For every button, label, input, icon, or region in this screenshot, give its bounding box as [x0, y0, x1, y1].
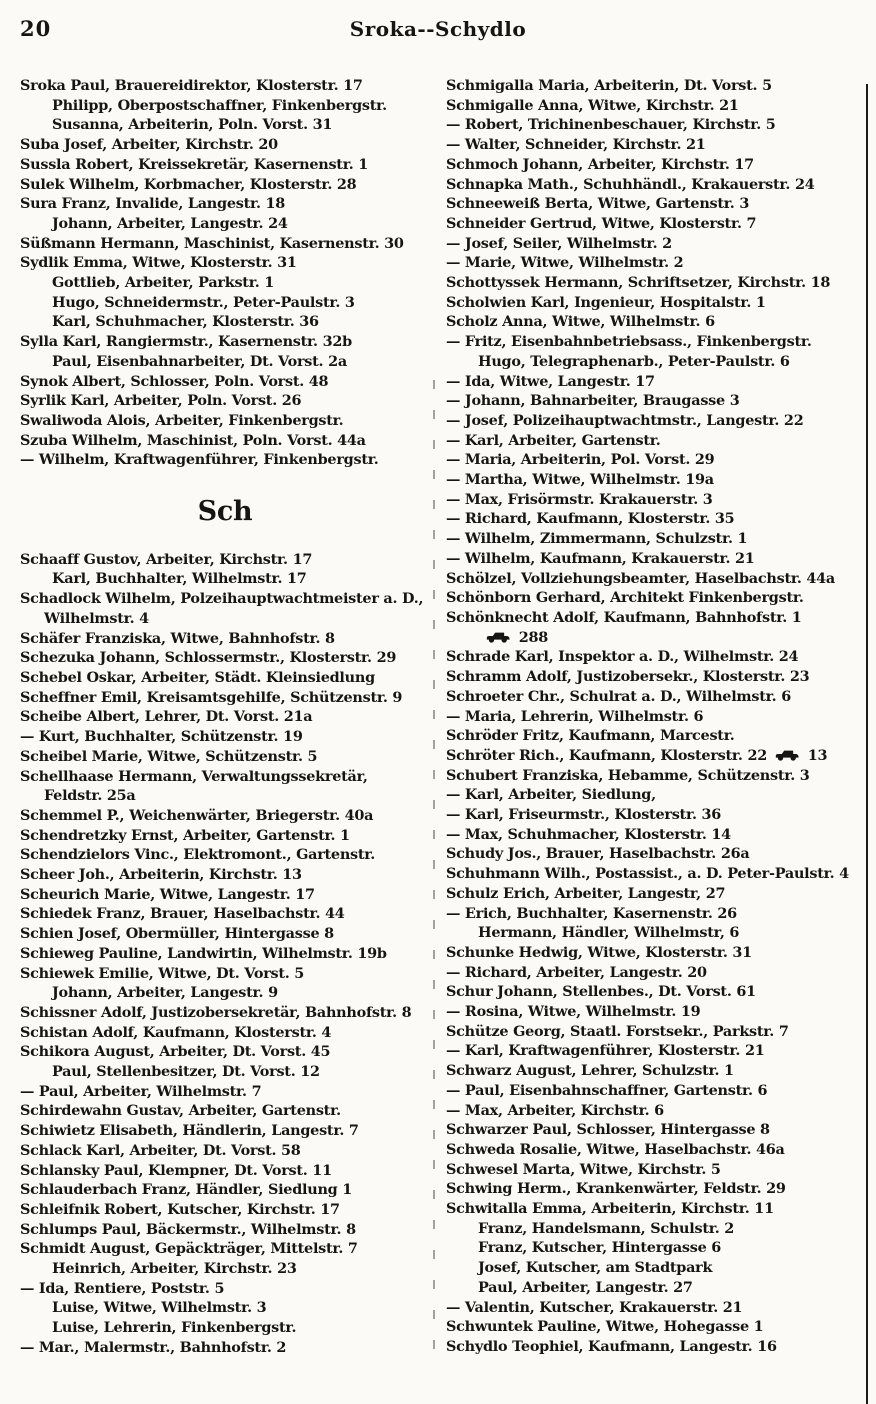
directory-entry — [446, 628, 856, 648]
entry-text: — Valentin, Kutscher, Krakauerstr. 21 — [446, 1298, 743, 1316]
entry-text: Schadlock Wilhelm, Polzeihauptwachtmeister a. D., Wilhelmstr. 4 — [20, 590, 424, 627]
directory-entry — [20, 273, 430, 293]
entry-text: Schnapka Math., Schuhhändl., Krakauerstr. 24 — [446, 175, 815, 193]
directory-entry — [446, 1002, 856, 1022]
directory-entry — [446, 864, 856, 884]
directory-entry — [20, 1023, 430, 1043]
directory-entry — [20, 1200, 430, 1220]
entry-text: Schebel Oskar, Arbeiter, Städt. Kleinsiedlung — [20, 668, 375, 686]
directory-entry — [446, 588, 856, 608]
entry-text: Johann, Arbeiter, Langestr. 9 — [52, 984, 278, 1002]
directory-entry — [20, 1259, 430, 1279]
entry-text: Schieweg Pauline, Landwirtin, Wilhelmstr. 19b — [20, 944, 387, 962]
entry-text: — Josef, Seiler, Wilhelmstr. 2 — [446, 234, 672, 252]
entry-text: Schien Josef, Obermüller, Hintergasse 8 — [20, 925, 334, 943]
entry-text: — Max, Schuhmacher, Klosterstr. 14 — [446, 825, 731, 843]
entry-text: Schezuka Johann, Schlossermstr., Klosterstr. 29 — [20, 649, 397, 667]
directory-entry — [20, 1161, 430, 1181]
entry-text: Heinrich, Arbeiter, Kirchstr. 23 — [52, 1260, 297, 1278]
directory-entry — [446, 1061, 856, 1081]
directory-entry — [446, 234, 856, 254]
directory-entry — [20, 707, 430, 727]
section-heading: Sch — [197, 496, 253, 528]
entry-text: Scholwien Karl, Ingenieur, Hospitalstr. 1 — [446, 293, 766, 311]
directory-entry — [20, 1121, 430, 1141]
directory-entry — [20, 826, 430, 846]
entry-text: — Karl, Arbeiter, Gartenstr. — [446, 431, 661, 449]
entry-text: — Walter, Schneider, Kirchstr. 21 — [446, 136, 706, 154]
directory-entry — [446, 549, 856, 569]
directory-entry — [446, 450, 856, 470]
entry-text: Schwing Herm., Krankenwärter, Feldstr. 29 — [446, 1180, 786, 1198]
entry-text: Schur Johann, Stellenbes., Dt. Vorst. 61 — [446, 983, 756, 1001]
directory-entry — [20, 1180, 430, 1200]
entry-text: Schellhaase Hermann, Verwaltungssekretär, Feldstr. 25a — [20, 767, 368, 805]
entry-text: Johann, Arbeiter, Langestr. 24 — [52, 214, 288, 232]
directory-entry — [20, 1338, 430, 1358]
directory-entry — [20, 1003, 430, 1023]
car-icon — [484, 631, 511, 643]
entry-text: Schwarzer Paul, Schlosser, Hintergasse 8 — [446, 1121, 770, 1139]
entry-text: Schneider Gertrud, Witwe, Klosterstr. 7 — [446, 214, 757, 232]
entry-text: Hermann, Händler, Wilhelmstr, 6 — [478, 924, 740, 942]
entry-text: Karl, Buchhalter, Wilhelmstr. 17 — [52, 570, 307, 588]
entry-text: — Johann, Bahnarbeiter, Braugasse 3 — [446, 392, 740, 410]
directory-entry — [446, 293, 856, 313]
directory-entry — [20, 175, 430, 195]
directory-entry — [446, 1258, 856, 1278]
left-column — [20, 76, 430, 1358]
entry-text: Susanna, Arbeiterin, Poln. Vorst. 31 — [52, 116, 333, 134]
entry-text: Schendzielors Vinc., Elektromont., Gartenstr. — [20, 846, 376, 864]
entry-text: Schlauderbach Franz, Händler, Siedlung 1 — [20, 1181, 352, 1199]
entry-text: Schottyssek Hermann, Schriftsetzer, Kirchstr. 18 — [446, 274, 831, 292]
entry-text: Scheer Joh., Arbeiterin, Kirchstr. 13 — [20, 866, 302, 884]
directory-entry — [446, 155, 856, 175]
directory-entry — [446, 904, 856, 924]
directory-entry — [446, 411, 856, 431]
entry-text: Schiedek Franz, Brauer, Haselbachstr. 44 — [20, 905, 345, 923]
directory-entry — [20, 135, 430, 155]
directory-entry — [446, 214, 856, 234]
entry-text: — Erich, Buchhalter, Kasernenstr. 26 — [446, 904, 737, 922]
directory-entry — [20, 214, 430, 234]
entry-text: Sura Franz, Invalide, Langestr. 18 — [20, 195, 286, 213]
entry-text: Schiwietz Elisabeth, Händlerin, Langestr. 7 — [20, 1122, 359, 1140]
entry-text: Schemmel P., Weichenwärter, Briegerstr. 40a — [20, 806, 374, 824]
directory-entry — [446, 1140, 856, 1160]
directory-entry — [20, 904, 430, 924]
entry-text: Schuhmann Wilh., Postassist., a. D. Peter-Paulstr. 4 — [446, 865, 849, 883]
entry-text: Schröder Fritz, Kaufmann, Marcestr. — [446, 727, 735, 745]
entry-text: Schölzel, Vollziehungsbeamter, Haselbachstr. 44a — [446, 569, 835, 587]
entry-text: Karl, Schuhmacher, Klosterstr. 36 — [52, 313, 319, 331]
entry-text: — Richard, Arbeiter, Langestr. 20 — [446, 963, 707, 981]
directory-entry — [20, 885, 430, 905]
directory-entry — [20, 332, 430, 352]
entry-text: Sulek Wilhelm, Korbmacher, Klosterstr. 28 — [20, 175, 357, 193]
entry-text: Gottlieb, Arbeiter, Parkstr. 1 — [52, 274, 274, 292]
entry-text: — Josef, Polizeihauptwachtmstr., Langestr. 22 — [446, 411, 804, 429]
entry-text: Schirdewahn Gustav, Arbeiter, Gartenstr. — [20, 1102, 341, 1120]
directory-entry — [20, 1042, 430, 1062]
directory-entry — [446, 490, 856, 510]
entry-text: Schäfer Franziska, Witwe, Bahnhofstr. 8 — [20, 629, 335, 647]
directory-entry — [446, 470, 856, 490]
directory-entry — [446, 1219, 856, 1239]
entry-text: — Max, Frisörmstr. Krakauerstr. 3 — [446, 490, 713, 508]
directory-entry — [446, 1278, 856, 1298]
entry-text: Schiewek Emilie, Witwe, Dt. Vorst. 5 — [20, 964, 305, 982]
directory-entry — [20, 1082, 430, 1102]
directory-entry — [20, 431, 430, 451]
directory-entry — [20, 450, 430, 470]
directory-entry — [446, 766, 856, 786]
entry-text: — Kurt, Buchhalter, Schützenstr. 19 — [20, 728, 303, 746]
directory-entry — [20, 372, 430, 392]
directory-entry — [20, 865, 430, 885]
directory-entry — [446, 923, 856, 943]
entry-text: Schunke Hedwig, Witwe, Klosterstr. 31 — [446, 943, 752, 961]
car-icon — [773, 749, 800, 761]
directory-entry — [446, 312, 856, 332]
entry-text: — Martha, Witwe, Wilhelmstr. 19a — [446, 471, 714, 489]
directory-entry — [446, 1238, 856, 1258]
entry-text: Schweda Rosalie, Witwe, Haselbachstr. 46a — [446, 1140, 785, 1158]
entry-text: — Maria, Arbeiterin, Pol. Vorst. 29 — [446, 451, 715, 469]
entry-text: Schubert Franziska, Hebamme, Schützenstr. 3 — [446, 766, 810, 784]
page-edge-rule — [866, 84, 868, 1404]
directory-entry — [446, 647, 856, 667]
directory-entry — [20, 668, 430, 688]
entry-text: Sydlik Emma, Witwe, Klosterstr. 31 — [20, 254, 297, 272]
directory-entry — [20, 194, 430, 214]
entry-text: — Rosina, Witwe, Wilhelmstr. 19 — [446, 1003, 701, 1021]
directory-entry — [20, 983, 430, 1003]
directory-entry — [446, 1101, 856, 1121]
entry-text: Suba Josef, Arbeiter, Kirchstr. 20 — [20, 136, 278, 154]
entry-text: Schütze Georg, Staatl. Forstsekr., Parkstr. 7 — [446, 1022, 789, 1040]
directory-entry — [20, 391, 430, 411]
entry-text: — Marie, Witwe, Wilhelmstr. 2 — [446, 254, 684, 272]
right-column — [446, 76, 856, 1357]
directory-entry — [20, 767, 430, 806]
directory-entry — [20, 96, 430, 116]
entry-text: Philipp, Oberpostschaffner, Finkenbergstr. — [52, 96, 387, 114]
entry-text: Schlumps Paul, Bäckermstr., Wilhelmstr. 8 — [20, 1220, 356, 1238]
entry-text: Schwitalla Emma, Arbeiterin, Kirchstr. 11 — [446, 1200, 774, 1218]
entry-text: Schlack Karl, Arbeiter, Dt. Vorst. 58 — [20, 1141, 301, 1159]
entry-text: Schroeter Chr., Schulrat a. D., Wilhelmstr. 6 — [446, 687, 791, 705]
directory-entry — [20, 727, 430, 747]
entry-text: Luise, Witwe, Wilhelmstr. 3 — [52, 1299, 267, 1317]
directory-entry — [446, 569, 856, 589]
entry-text: Schönknecht Adolf, Kaufmann, Bahnhofstr. 1 — [446, 608, 802, 626]
entry-text: Sylla Karl, Rangiermstr., Kasernenstr. 32b — [20, 333, 352, 351]
directory-entry — [20, 76, 430, 96]
directory-entry — [20, 629, 430, 649]
entry-phone-number: 13 — [802, 746, 828, 764]
directory-entry — [20, 115, 430, 135]
entry-text: — Karl, Arbeiter, Siedlung, — [446, 786, 656, 804]
entry-text: Synok Albert, Schlosser, Poln. Vorst. 48 — [20, 372, 329, 390]
directory-entry — [20, 1062, 430, 1082]
directory-entry — [20, 550, 430, 570]
directory-entry — [446, 1081, 856, 1101]
directory-entry — [446, 1199, 856, 1219]
entry-text: — Fritz, Eisenbahnbetriebsass., Finkenbergstr. — [446, 333, 812, 351]
entry-text: Schrade Karl, Inspektor a. D., Wilhelmstr. 24 — [446, 648, 799, 666]
entry-text: Schmoch Johann, Arbeiter, Kirchstr. 17 — [446, 155, 754, 173]
entry-text: Paul, Eisenbahnarbeiter, Dt. Vorst. 2a — [52, 352, 347, 370]
directory-entry — [20, 944, 430, 964]
directory-entry — [446, 135, 856, 155]
entry-text: — Paul, Arbeiter, Wilhelmstr. 7 — [20, 1082, 262, 1100]
entry-text: Scheibe Albert, Lehrer, Dt. Vorst. 21a — [20, 708, 313, 726]
directory-entry — [446, 115, 856, 135]
entry-text: — Karl, Kraftwagenführer, Klosterstr. 21 — [446, 1042, 765, 1060]
directory-entry — [446, 943, 856, 963]
entry-text: Schwesel Marta, Witwe, Kirchstr. 5 — [446, 1160, 721, 1178]
entry-phone-number: 288 — [514, 628, 549, 646]
directory-entry — [446, 667, 856, 687]
directory-entry — [20, 964, 430, 984]
directory-entry — [446, 1298, 856, 1318]
entry-text: Schydlo Teophiel, Kaufmann, Langestr. 16 — [446, 1338, 777, 1355]
entry-text: — Wilhelm, Zimmermann, Schulzstr. 1 — [446, 530, 748, 548]
entry-text: Schissner Adolf, Justizobersekretär, Bahnhofstr. 8 — [20, 1003, 412, 1021]
entry-text: Franz, Kutscher, Hintergasse 6 — [478, 1239, 722, 1257]
directory-entry — [20, 845, 430, 865]
directory-entry — [20, 155, 430, 175]
entry-text: Schwuntek Pauline, Witwe, Hohegasse 1 — [446, 1318, 764, 1336]
directory-entry — [446, 825, 856, 845]
directory-entry — [446, 253, 856, 273]
directory-entry — [446, 805, 856, 825]
directory-entry — [446, 687, 856, 707]
entry-text: Schmidt August, Gepäckträger, Mittelstr. 7 — [20, 1240, 358, 1258]
directory-entry — [446, 509, 856, 529]
entry-text: Szuba Wilhelm, Maschinist, Poln. Vorst. 44a — [20, 431, 366, 449]
directory-entry — [446, 963, 856, 983]
entry-text: Luise, Lehrerin, Finkenbergstr. — [52, 1319, 297, 1337]
entry-text: Franz, Handelsmann, Schulstr. 2 — [478, 1219, 735, 1237]
directory-entry — [20, 352, 430, 372]
directory-entry — [446, 982, 856, 1002]
directory-entry — [446, 1337, 856, 1357]
entry-text: Scholz Anna, Witwe, Wilhelmstr. 6 — [446, 313, 715, 331]
running-header: Sroka--Schydlo — [349, 17, 527, 41]
entry-text: Schlansky Paul, Klempner, Dt. Vorst. 11 — [20, 1161, 332, 1179]
entry-text: Schikora August, Arbeiter, Dt. Vorst. 45 — [20, 1043, 331, 1061]
directory-entry — [20, 747, 430, 767]
column-divider — [433, 380, 435, 1355]
directory-entry — [446, 194, 856, 214]
directory-entry — [446, 175, 856, 195]
entry-text: — Ida, Rentiere, Poststr. 5 — [20, 1279, 225, 1297]
entry-text: Schönborn Gerhard, Architekt Finkenbergstr. — [446, 589, 804, 607]
entry-text: — Wilhelm, Kraftwagenführer, Finkenbergstr. — [20, 451, 379, 469]
entry-text: Schudy Jos., Brauer, Haselbachstr. 26a — [446, 845, 750, 863]
directory-entry — [20, 569, 430, 589]
entry-text: Sroka Paul, Brauereidirektor, Klosterstr. 17 — [20, 77, 363, 94]
directory-entry — [446, 1022, 856, 1042]
entry-text: Paul, Arbeiter, Langestr. 27 — [478, 1278, 693, 1296]
directory-entry — [446, 746, 856, 766]
entry-text: Paul, Stellenbesitzer, Dt. Vorst. 12 — [52, 1063, 320, 1081]
entry-text: Scheffner Emil, Kreisamtsgehilfe, Schützenstr. 9 — [20, 688, 403, 706]
entry-text: — Mar., Malermstr., Bahnhofstr. 2 — [20, 1338, 287, 1356]
entry-text: — Robert, Trichinenbeschauer, Kirchstr. 5 — [446, 116, 776, 134]
directory-entry — [446, 844, 856, 864]
directory-entry — [446, 707, 856, 727]
directory-entry — [446, 352, 856, 372]
directory-entry — [446, 332, 856, 352]
entry-text: Schaaff Gustov, Arbeiter, Kirchstr. 17 — [20, 550, 313, 568]
directory-entry — [446, 76, 856, 96]
entry-text: Hugo, Telegraphenarb., Peter-Paulstr. 6 — [478, 352, 790, 370]
entry-text: Schramm Adolf, Justizobersekr., Klosterstr. 23 — [446, 668, 810, 686]
directory-entry — [446, 431, 856, 451]
directory-entry — [446, 1179, 856, 1199]
directory-entry — [446, 96, 856, 116]
entry-text: Sussla Robert, Kreissekretär, Kasernenstr. 1 — [20, 155, 368, 173]
directory-entry — [446, 391, 856, 411]
directory-entry — [20, 589, 430, 628]
entry-text: — Karl, Friseurmstr., Klosterstr. 36 — [446, 806, 721, 824]
directory-entry — [446, 372, 856, 392]
entry-text: Hugo, Schneidermstr., Peter-Paulstr. 3 — [52, 293, 355, 311]
directory-entry — [20, 253, 430, 273]
directory-entry — [446, 1160, 856, 1180]
entry-text: Schneeweiß Berta, Witwe, Gartenstr. 3 — [446, 195, 750, 213]
entry-text: Süßmann Hermann, Maschinist, Kasernenstr. 30 — [20, 234, 404, 252]
directory-entry — [20, 648, 430, 668]
entry-text: — Max, Arbeiter, Kirchstr. 6 — [446, 1101, 664, 1119]
entry-text: — Wilhelm, Kaufmann, Krakauerstr. 21 — [446, 549, 755, 567]
directory-entry — [20, 806, 430, 826]
entry-text: Josef, Kutscher, am Stadtpark — [478, 1259, 713, 1277]
entry-text: Swaliwoda Alois, Arbeiter, Finkenbergstr. — [20, 411, 344, 429]
directory-entry — [20, 1318, 430, 1338]
entry-text: Schmigalla Maria, Arbeiterin, Dt. Vorst. 5 — [446, 77, 772, 94]
directory-entry — [20, 1239, 430, 1259]
directory-entry — [20, 1220, 430, 1240]
directory-entry — [20, 411, 430, 431]
entry-text: Scheurich Marie, Witwe, Langestr. 17 — [20, 885, 315, 903]
directory-entry — [20, 293, 430, 313]
directory-entry — [20, 312, 430, 332]
directory-entry — [446, 273, 856, 293]
directory-entry — [446, 884, 856, 904]
directory-entry — [20, 1141, 430, 1161]
entry-text: Schröter Rich., Kaufmann, Klosterstr. 22 — [446, 746, 767, 764]
directory-entry — [20, 688, 430, 708]
directory-entry — [446, 608, 856, 628]
directory-entry — [20, 1279, 430, 1299]
entry-text: Scheibel Marie, Witwe, Schützenstr. 5 — [20, 747, 318, 765]
directory-entry — [446, 726, 856, 746]
directory-entry — [446, 1317, 856, 1337]
entry-text: — Paul, Eisenbahnschaffner, Gartenstr. 6 — [446, 1081, 768, 1099]
directory-entry — [20, 234, 430, 254]
directory-entry — [20, 1298, 430, 1318]
entry-text: Schwarz August, Lehrer, Schulzstr. 1 — [446, 1062, 734, 1080]
entry-text: Syrlik Karl, Arbeiter, Poln. Vorst. 26 — [20, 392, 302, 410]
entry-text: Schistan Adolf, Kaufmann, Klosterstr. 4 — [20, 1023, 332, 1041]
directory-entry — [446, 1041, 856, 1061]
entry-text: Schleifnik Robert, Kutscher, Kirchstr. 17 — [20, 1200, 340, 1218]
directory-entry — [20, 1101, 430, 1121]
entry-text: — Ida, Witwe, Langestr. 17 — [446, 372, 655, 390]
directory-entry — [446, 1120, 856, 1140]
page-number: 20 — [20, 16, 52, 41]
directory-entry — [20, 924, 430, 944]
entry-text: — Richard, Kaufmann, Klosterstr. 35 — [446, 510, 735, 528]
entry-text: Schendretzky Ernst, Arbeiter, Gartenstr. 1 — [20, 826, 350, 844]
entry-text: Schmigalle Anna, Witwe, Kirchstr. 21 — [446, 96, 739, 114]
entry-text: — Maria, Lehrerin, Wilhelmstr. 6 — [446, 707, 704, 725]
directory-entry — [446, 785, 856, 805]
directory-entry — [446, 529, 856, 549]
entry-text: Schulz Erich, Arbeiter, Langestr, 27 — [446, 884, 726, 902]
